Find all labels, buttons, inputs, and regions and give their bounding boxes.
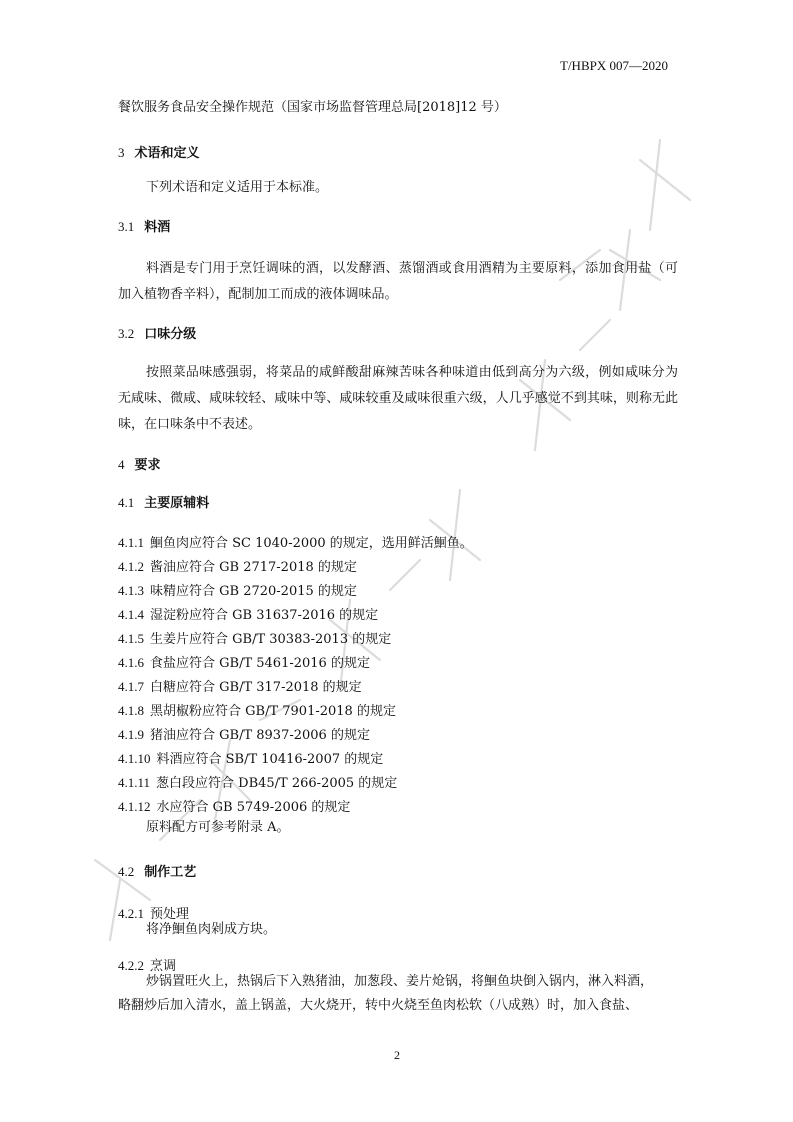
- list-item: [118, 724, 370, 743]
- item-text: 猪油应符合 GB/T 8937-2006 的规定: [150, 728, 370, 743]
- section-3-1-text: 料酒是专门用于烹饪调味的酒，以发酵酒、蒸馏酒或食用酒精为主要原料，添加食用盐（可加入植物香辛料），配制加工而成的液体调味品。: [118, 261, 678, 302]
- subsection-4-2-1-text: 将净鮰鱼肉剁成方块。: [146, 922, 277, 937]
- section-3-2-heading: [118, 323, 196, 342]
- item-text: 鮰鱼肉应符合 SC 1040-2000 的规定，选用鲜活鮰鱼。: [150, 536, 473, 551]
- section-title: 术语和定义: [134, 146, 200, 161]
- formula-note: 原料配方可参考附录 A。: [146, 820, 290, 835]
- document-code: T/HBPX 007—2020: [560, 58, 668, 73]
- item-text: 湿淀粉应符合 GB 31637-2016 的规定: [150, 608, 379, 623]
- section-4-1-heading: [118, 492, 209, 511]
- section-3-1-heading: [118, 216, 170, 235]
- section-3-heading: [118, 142, 200, 161]
- subsection-4-2-2-line2: 略翻炒后加入清水，盖上锅盖，大火烧开，转中火烧至鱼肉松软（八成熟）时，加入食盐、: [118, 998, 639, 1013]
- section-number: 3.1: [118, 219, 135, 234]
- item-number: 4.2.1: [118, 906, 144, 921]
- section-number: 3.2: [118, 326, 135, 341]
- item-number: 4.2.2: [118, 958, 144, 973]
- section-title: 口味分级: [144, 327, 197, 342]
- list-item: [118, 700, 396, 719]
- list-item: [118, 556, 357, 575]
- item-number: 4.1.1: [118, 535, 144, 550]
- section-3-2-text: 按照菜品味感强弱，将菜品的咸鲜酸甜麻辣苦味各种味道由低到高分为六级，例如咸味分为无咸味、微咸、咸味较轻、咸味中等、咸味较重及咸味很重六级，人几乎感觉不到其味，则称无此味，在口味条中不表述。: [118, 365, 678, 432]
- list-item: [118, 676, 362, 695]
- item-number: 4.1.6: [118, 655, 144, 670]
- list-item: [118, 628, 391, 647]
- item-text: 白糖应符合 GB/T 317-2018 的规定: [150, 680, 362, 695]
- section-number: 4.1: [118, 495, 135, 510]
- list-item: [118, 748, 383, 767]
- section-number: 3: [118, 145, 125, 160]
- list-item: [118, 652, 370, 671]
- item-number: 4.1.9: [118, 727, 144, 742]
- item-number: 4.1.12: [118, 799, 151, 814]
- section-4-heading: [118, 454, 161, 473]
- reference-line: 餐饮服务食品安全操作规范（国家市场监督管理总局[2018]12 号）: [118, 100, 507, 115]
- section-title: 要求: [134, 458, 161, 473]
- section-title: 料酒: [144, 220, 171, 235]
- item-number: 4.1.8: [118, 703, 144, 718]
- section-number: 4.2: [118, 864, 135, 879]
- item-number: 4.1.5: [118, 631, 144, 646]
- item-text: 味精应符合 GB 2720-2015 的规定: [150, 584, 357, 599]
- list-item: [118, 604, 378, 623]
- item-number: 4.1.10: [118, 751, 151, 766]
- section-4-2-heading: [118, 861, 196, 880]
- list-item: [118, 772, 397, 791]
- item-text: 水应符合 GB 5749-2006 的规定: [156, 800, 351, 815]
- item-number: 4.1.3: [118, 583, 144, 598]
- item-text: 食盐应符合 GB/T 5461-2016 的规定: [150, 656, 370, 671]
- item-number: 4.1.2: [118, 559, 144, 574]
- item-number: 4.1.7: [118, 679, 144, 694]
- item-text: 烹调: [150, 959, 177, 974]
- item-text: 葱白段应符合 DB45/T 266-2005 的规定: [156, 776, 398, 791]
- item-text: 黑胡椒粉应符合 GB/T 7901-2018 的规定: [150, 704, 396, 719]
- item-text: 预处理: [150, 907, 190, 922]
- section-3-intro: 下列术语和定义适用于本标准。: [146, 180, 329, 195]
- section-title: 制作工艺: [144, 865, 197, 880]
- item-text: 生姜片应符合 GB/T 30383-2013 的规定: [150, 632, 392, 647]
- list-item: [118, 580, 357, 599]
- page-number: 2: [394, 1048, 400, 1062]
- section-title: 主要原辅料: [144, 496, 210, 511]
- list-item: [118, 796, 350, 815]
- item-text: 料酒应符合 SB/T 10416-2007 的规定: [156, 752, 384, 767]
- item-number: 4.1.4: [118, 607, 144, 622]
- subsection-4-2-2-line1: 炒锅置旺火上，热锅后下入熟猪油，加葱段、姜片炝锅，将鮰鱼块倒入锅内，淋入料酒，: [146, 974, 654, 989]
- list-item: [118, 532, 473, 551]
- item-text: 酱油应符合 GB 2717-2018 的规定: [150, 560, 357, 575]
- item-number: 4.1.11: [118, 775, 151, 790]
- section-number: 4: [118, 457, 125, 472]
